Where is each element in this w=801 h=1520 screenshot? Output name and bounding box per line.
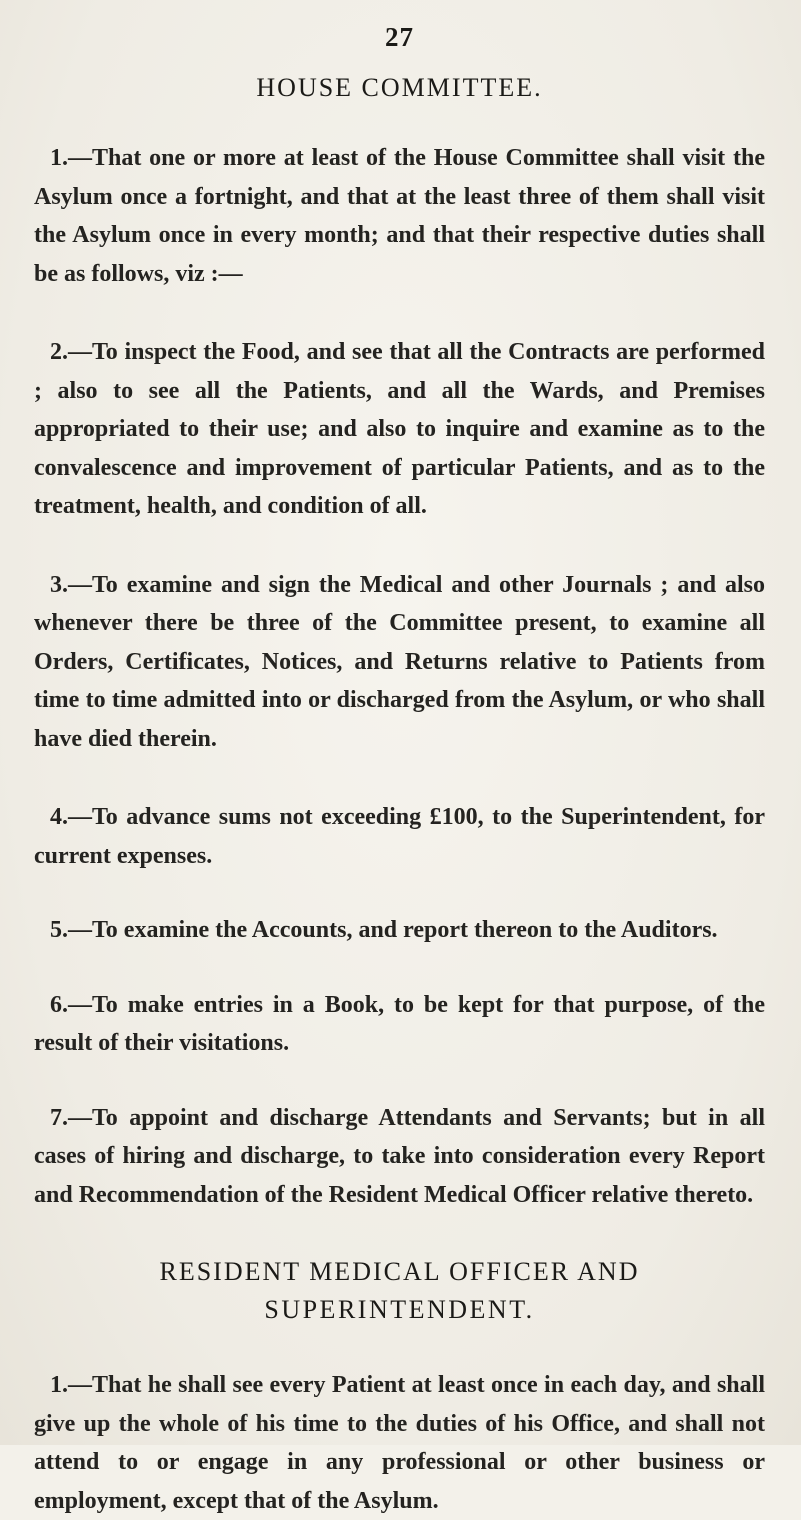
- house-committee-rule-6: 6.—To make entries in a Book, to be kept for that purpose, of the result of their visitations.: [34, 991, 765, 1056]
- resident-officer-heading-line-2: SUPERINTENDENT.: [264, 1295, 535, 1324]
- house-committee-heading: HOUSE COMMITTEE.: [256, 73, 543, 102]
- house-committee-rule-1: 1.—That one or more at least of the House Committee shall visit the Asylum once a fortnight, and that at the least three of them shall visit the Asylum once in every month; and that their respective duties shall be as follows, viz :—: [34, 145, 765, 287]
- resident-officer-heading-line-1: RESIDENT MEDICAL OFFICER AND: [159, 1257, 640, 1286]
- page-number: 27: [385, 22, 414, 52]
- house-committee-rule-2: 2.—To inspect the Food, and see that all the Contracts are performed ; also to see all the Patients, and all the Wards, and Premises appropriated to their use; and also to inquire and examine as to the convalescence and improvement of particular Patients, and as to the treatment, health, and condition of all.: [34, 339, 765, 519]
- house-committee-rule-5: 5.—To examine the Accounts, and report thereon to the Auditors.: [50, 917, 718, 943]
- house-committee-rule-7: 7.—To appoint and discharge Attendants and Servants; but in all cases of hiring and discharge, to take into consideration every Report and Recommendation of the Resident Medical Officer relative thereto.: [34, 1104, 765, 1208]
- resident-officer-rule-1: 1.—That he shall see every Patient at least once in each day, and shall give up the whole of his time to the duties of his Office, and shall not attend to or engage in any professional or other business or employment, except that of the Asylum.: [34, 1372, 765, 1514]
- house-committee-rule-3: 3.—To examine and sign the Medical and other Journals ; and also whenever there be three of the Committee present, to examine all Orders, Certificates, Notices, and Returns relative to Patients from time to time admitted into or discharged from the Asylum, or who shall have died therein.: [34, 571, 765, 752]
- house-committee-rule-4: 4.—To advance sums not exceeding £100, to the Superintendent, for current expenses.: [34, 804, 765, 869]
